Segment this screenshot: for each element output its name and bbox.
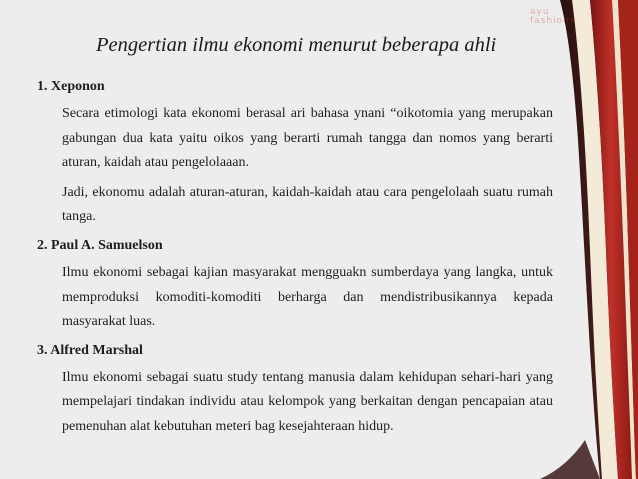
section-xeponon <box>37 78 553 230</box>
section-paragraph: Ilmu ekonomi sebagai suatu study tentang manusia dalam kehidupan sehari-hari yang mempelajari tindakan individu atau kelompok yang berkaitan dengan pencapaian atau pemenuhan alat kebutuhan meteri bag kesejahteraan hidup. <box>62 369 553 434</box>
section-heading: 1. Xeponon <box>37 79 105 94</box>
section-marshal <box>37 342 553 440</box>
slide-content <box>37 78 553 447</box>
section-heading: 2. Paul A. Samuelson <box>37 237 163 253</box>
section-paragraph: Ilmu ekonomi sebagai kajian masyarakat mengguakn sumberdaya yang langka, untuk memproduksi komoditi-komoditi berharga dan mendistribusikannya kepada masyarakat luas. <box>62 264 553 330</box>
section-samuelson <box>37 237 553 335</box>
watermark <box>530 8 582 26</box>
section-heading: 3. Alfred Marshal <box>37 342 143 358</box>
section-paragraph: Jadi, ekonomu adalah aturan-aturan, kaidah-kaidah atau cara pengelolaah suatu rumah tanga. <box>62 184 553 225</box>
watermark-line-2: fashions <box>530 16 576 26</box>
slide-title: Pengertian ilmu ekonomi menurut beberapa ahli <box>96 34 497 56</box>
section-paragraph: Secara etimologi kata ekonomi berasal ari bahasa ynani “oikotomia yang merupakan gabungan dua kata yaitu oikos yang berarti rumah tangga dan nomos yang berarti aturan, kaidah atau pengelolaaan. <box>62 106 553 171</box>
watermark-line-1: ayu <box>530 7 550 17</box>
